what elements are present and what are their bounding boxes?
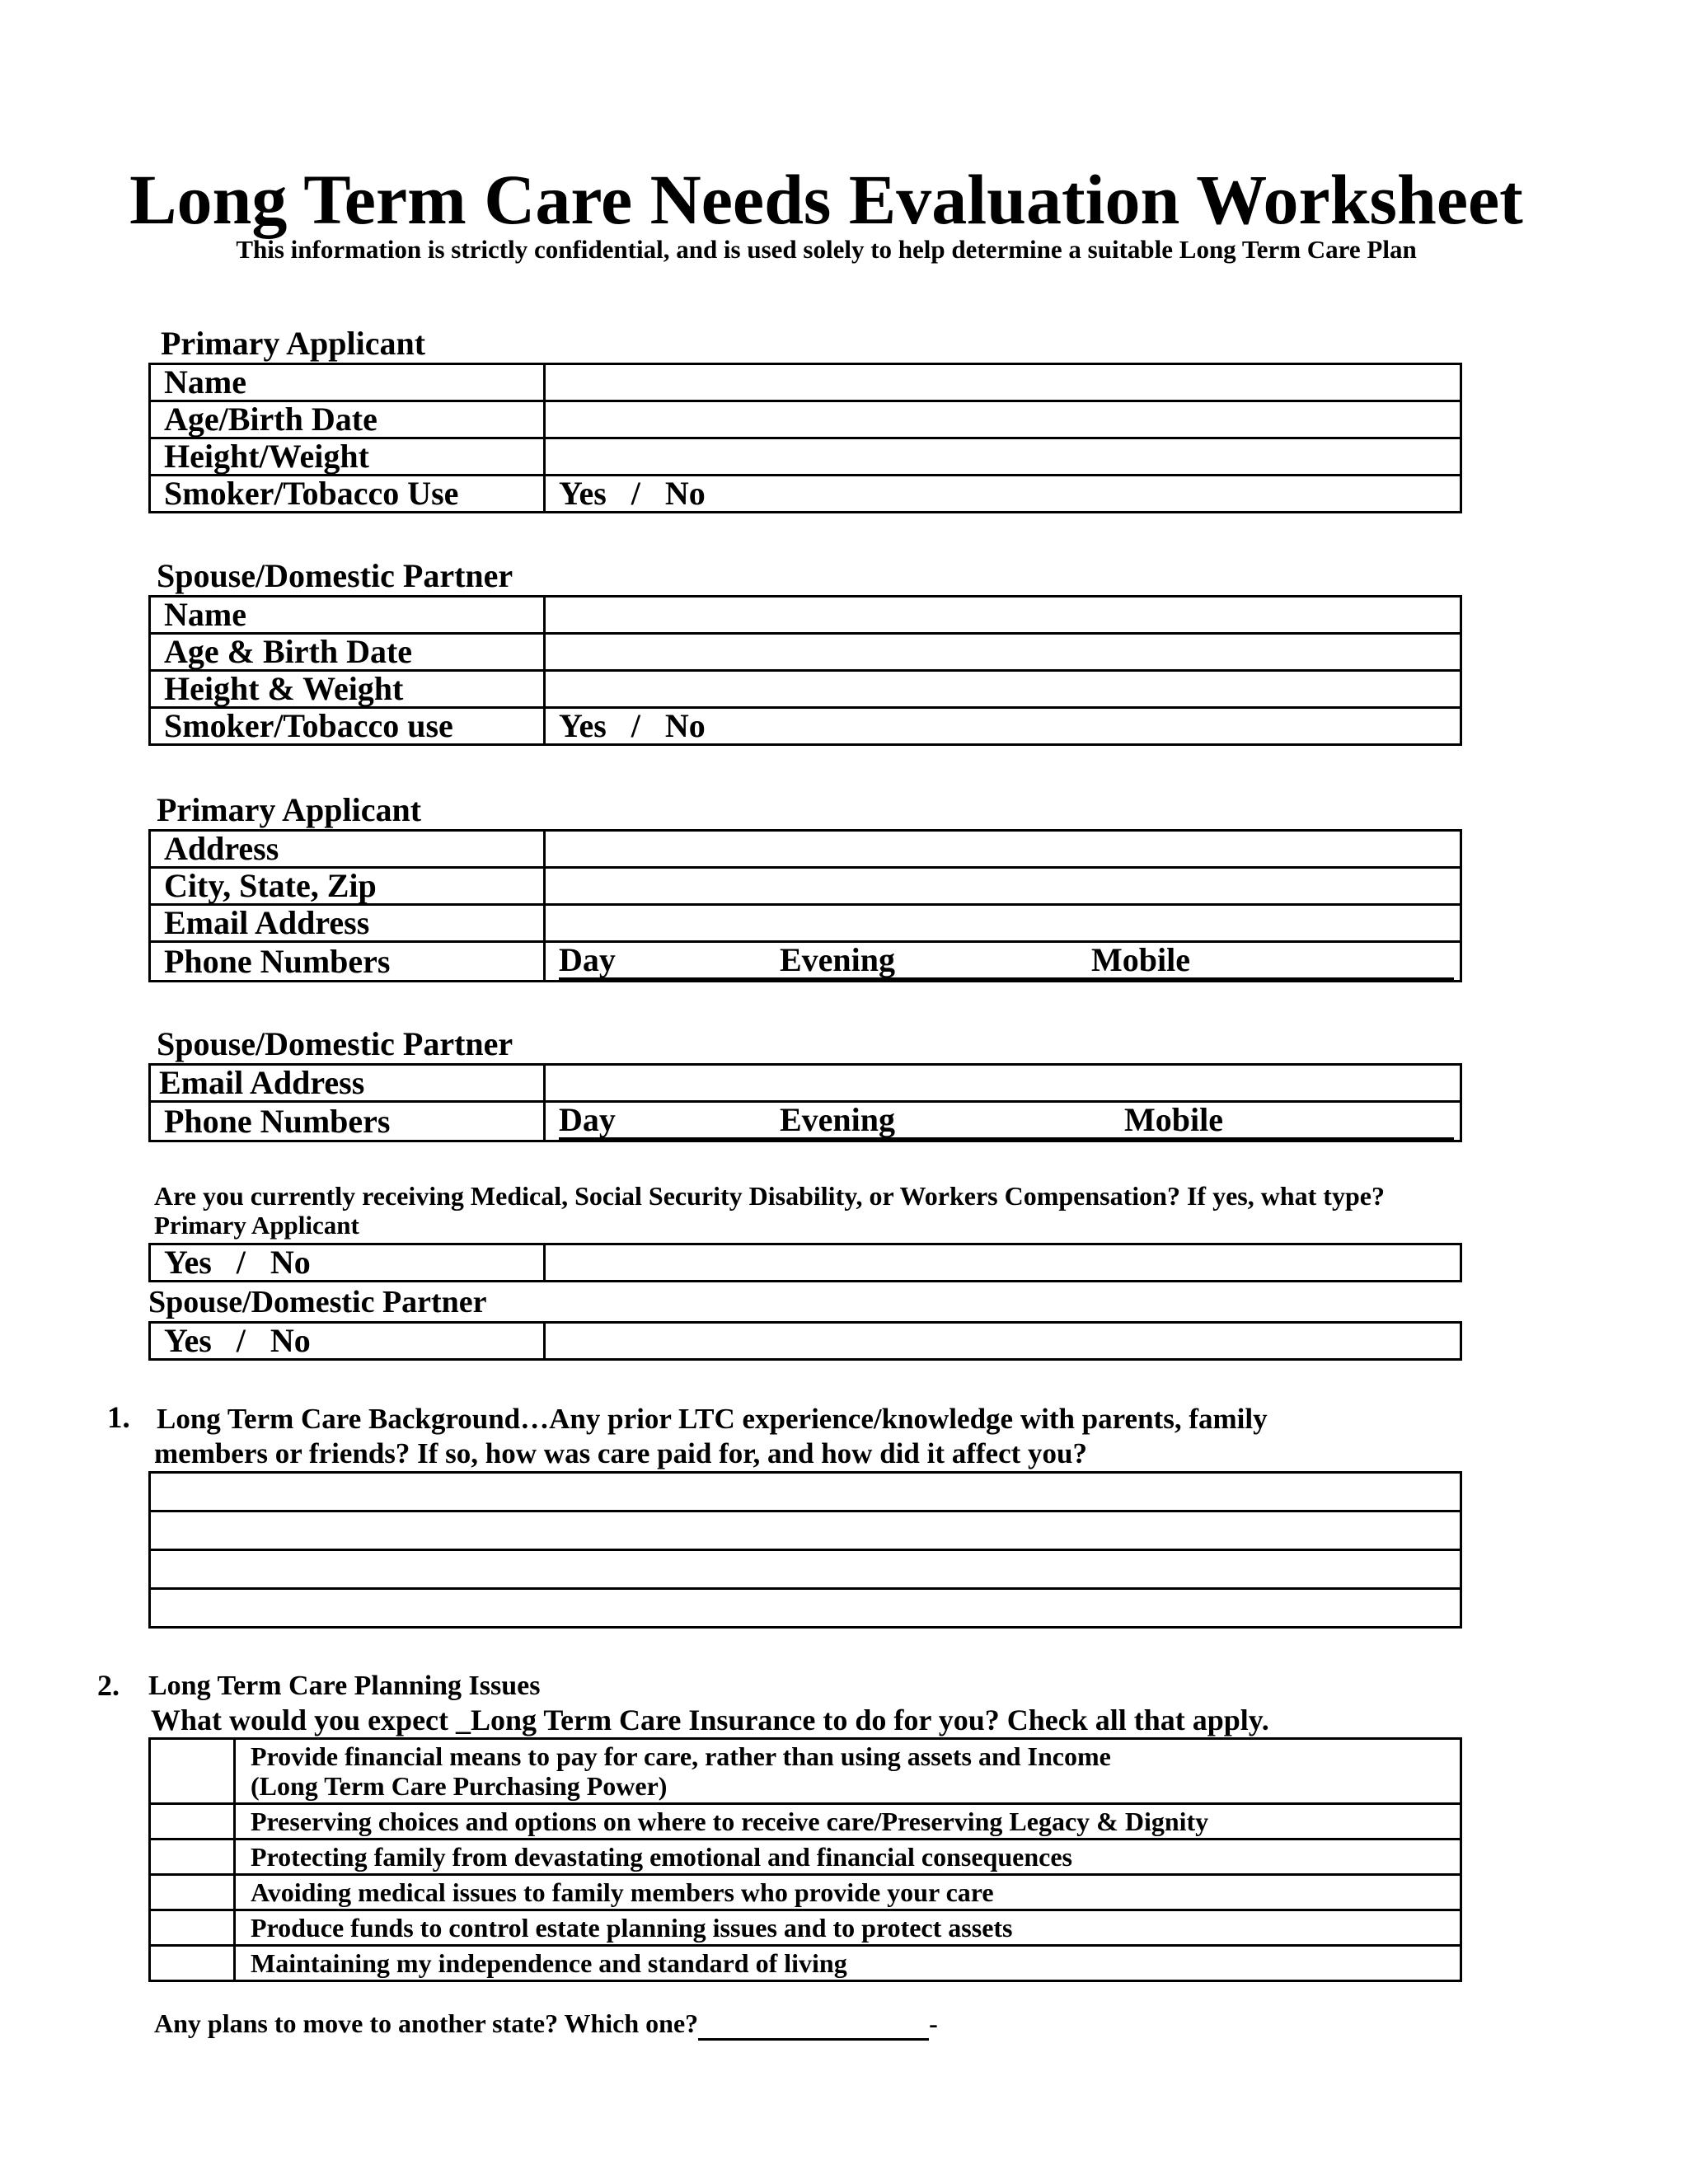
- field-label-city: City, State, Zip: [150, 868, 545, 905]
- question-2-number: 2.: [97, 1669, 120, 1702]
- answer-line-1[interactable]: [150, 1473, 1461, 1511]
- table-row: [150, 1244, 1461, 1282]
- answer-line: [150, 1550, 1461, 1589]
- option-label-5: Produce funds to control estate planning issues and to protect assets: [235, 1910, 1461, 1946]
- option-checkbox-5[interactable]: [150, 1910, 235, 1946]
- table-row: [150, 1102, 1461, 1141]
- option-label-1: [235, 1739, 1461, 1804]
- table-row: [150, 597, 1461, 634]
- option-checkbox-4[interactable]: [150, 1875, 235, 1910]
- move-trail: -: [929, 2008, 938, 2038]
- option-checkbox-2[interactable]: [150, 1804, 235, 1840]
- move-state-field[interactable]: [698, 2013, 929, 2041]
- benefits-question: Are you currently receiving Medical, Social Security Disability, or Workers Compensation? If yes, what type?: [154, 1181, 1385, 1211]
- spouse-email-field[interactable]: [545, 1065, 1461, 1102]
- answer-line-4[interactable]: [150, 1589, 1461, 1628]
- move-question-row: [154, 2006, 938, 2041]
- table-row: [150, 634, 1461, 671]
- table-row: [150, 1946, 1461, 1981]
- option-checkbox-6[interactable]: [150, 1946, 235, 1981]
- primary-email-field[interactable]: [545, 905, 1461, 942]
- table-row: [150, 364, 1461, 401]
- option-label-4: Avoiding medical issues to family members who provide your care: [235, 1875, 1461, 1910]
- section-heading-primary-applicant: Primary Applicant: [161, 325, 426, 362]
- field-label-smoker: Smoker/Tobacco use: [150, 708, 545, 745]
- benefits-spouse-table: [148, 1321, 1462, 1361]
- move-question: Any plans to move to another state? Which one?: [154, 2008, 699, 2038]
- answer-line: [150, 1589, 1461, 1628]
- phone-day-label: Day: [559, 1101, 616, 1138]
- primary-name-field[interactable]: [545, 364, 1461, 401]
- table-row: [150, 1323, 1461, 1360]
- primary-applicant-table: [148, 363, 1462, 513]
- option-checkbox-3[interactable]: [150, 1840, 235, 1875]
- table-row: [150, 1739, 1461, 1804]
- table-row: [150, 905, 1461, 942]
- table-row: [150, 438, 1461, 476]
- field-label-height: Height/Weight: [150, 438, 545, 476]
- question-2-options-table: [148, 1737, 1462, 1982]
- answer-line-3[interactable]: [150, 1550, 1461, 1589]
- phone-mobile-label: Mobile: [1124, 1101, 1223, 1138]
- phone-mobile-label: Mobile: [1091, 941, 1190, 978]
- question-1-answer-lines: [148, 1471, 1462, 1629]
- field-label-age: Age & Birth Date: [150, 634, 545, 671]
- option-label-2: Preserving choices and options on where to receive care/Preserving Legacy & Dignity: [235, 1804, 1461, 1840]
- question-1-line-2: members or friends? If so, how was care paid for, and how did it affect you?: [154, 1437, 1087, 1469]
- table-row: [150, 831, 1461, 868]
- benefits-primary-table: [148, 1243, 1462, 1282]
- phone-evening-label: Evening: [780, 1101, 896, 1138]
- section-heading-spouse: Spouse/Domestic Partner: [157, 557, 513, 594]
- spouse-smoker-yes-no[interactable]: Yes / No: [545, 708, 1461, 745]
- spouse-age-field[interactable]: [545, 634, 1461, 671]
- primary-smoker-yes-no[interactable]: Yes / No: [545, 476, 1461, 513]
- table-row: [150, 868, 1461, 905]
- field-label-height: Height & Weight: [150, 671, 545, 708]
- field-label-smoker: Smoker/Tobacco Use: [150, 476, 545, 513]
- benefits-primary-label: Primary Applicant: [154, 1211, 359, 1240]
- field-label-address: Address: [150, 831, 545, 868]
- option-subtext: (Long Term Care Purchasing Power): [251, 1771, 668, 1801]
- spouse-contact-table: [148, 1063, 1462, 1142]
- question-1-line-1: Long Term Care Background…Any prior LTC experience/knowledge with parents, family: [157, 1403, 1268, 1435]
- primary-height-field[interactable]: [545, 438, 1461, 476]
- answer-line: [150, 1473, 1461, 1511]
- question-2-heading: Long Term Care Planning Issues: [148, 1671, 541, 1701]
- phone-day-label: Day: [559, 941, 616, 978]
- field-label-name: Name: [150, 597, 545, 634]
- primary-phone-field[interactable]: [545, 942, 1461, 982]
- table-row: [150, 708, 1461, 745]
- table-row: [150, 476, 1461, 513]
- benefits-spouse-yes-no[interactable]: Yes / No: [150, 1323, 545, 1360]
- spouse-height-field[interactable]: [545, 671, 1461, 708]
- benefits-primary-type-field[interactable]: [545, 1244, 1461, 1282]
- field-label-name: Name: [150, 364, 545, 401]
- section-heading-spouse-contact: Spouse/Domestic Partner: [157, 1025, 513, 1062]
- primary-address-field[interactable]: [545, 831, 1461, 868]
- table-row: [150, 671, 1461, 708]
- question-2-prompt: What would you expect _Long Term Care Insurance to do for you? Check all that apply.: [151, 1704, 1269, 1736]
- table-row: [150, 942, 1461, 982]
- table-row: [150, 1910, 1461, 1946]
- option-label-3: Protecting family from devastating emotional and financial consequences: [235, 1840, 1461, 1875]
- section-heading-primary-contact: Primary Applicant: [157, 791, 422, 828]
- option-checkbox-1[interactable]: [150, 1739, 235, 1804]
- field-label-email: Email Address: [150, 1065, 545, 1102]
- primary-city-field[interactable]: [545, 868, 1461, 905]
- table-row: [150, 1804, 1461, 1840]
- benefits-spouse-label: Spouse/Domestic Partner: [148, 1285, 487, 1319]
- spouse-table: [148, 595, 1462, 746]
- answer-line-2[interactable]: [150, 1511, 1461, 1550]
- benefits-primary-yes-no[interactable]: Yes / No: [150, 1244, 545, 1282]
- field-label-phone: Phone Numbers: [150, 1102, 545, 1141]
- phone-evening-label: Evening: [780, 941, 896, 978]
- question-1-number: 1.: [107, 1401, 130, 1435]
- table-row: [150, 1840, 1461, 1875]
- spouse-name-field[interactable]: [545, 597, 1461, 634]
- table-row: [150, 1065, 1461, 1102]
- page-title: Long Term Care Needs Evaluation Worksheet: [129, 160, 1523, 239]
- field-label-email: Email Address: [150, 905, 545, 942]
- option-label-6: Maintaining my independence and standard of living: [235, 1946, 1461, 1981]
- option-text: Provide financial means to pay for care, rather than using assets and Income: [251, 1741, 1111, 1771]
- answer-line: [150, 1511, 1461, 1550]
- page-subtitle: This information is strictly confidential, and is used solely to help determine a suitable Long Term Care Plan: [236, 235, 1417, 264]
- primary-age-field[interactable]: [545, 401, 1461, 438]
- table-row: [150, 1875, 1461, 1910]
- field-label-phone: Phone Numbers: [150, 942, 545, 982]
- benefits-spouse-type-field[interactable]: [545, 1323, 1461, 1360]
- primary-contact-table: [148, 829, 1462, 982]
- field-label-age: Age/Birth Date: [150, 401, 545, 438]
- spouse-phone-field[interactable]: [545, 1102, 1461, 1141]
- table-row: [150, 401, 1461, 438]
